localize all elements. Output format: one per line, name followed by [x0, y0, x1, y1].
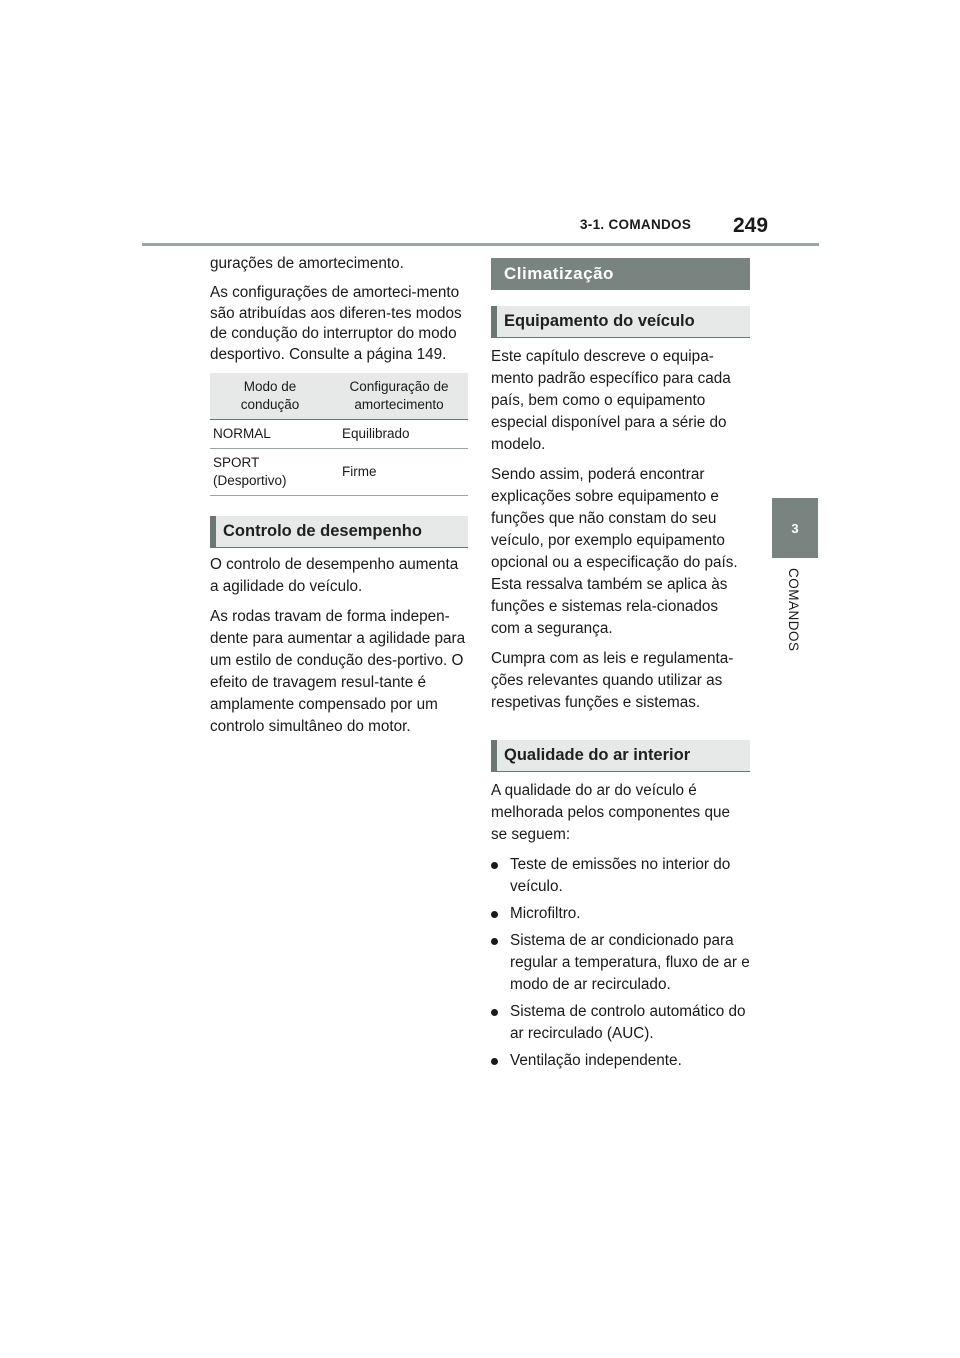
chapter-heading: Climatização — [491, 258, 750, 290]
damping-table — [210, 373, 468, 496]
table-header-cell: Configuração de amortecimento — [330, 373, 468, 420]
paragraph: Cumpra com as leis e regulamenta-ções relevantes quando utilizar as respetivas funções e sistemas. — [491, 650, 734, 711]
section-heading: Controlo de desempenho — [210, 516, 468, 548]
header-divider — [142, 243, 819, 246]
paragraph: As configurações de amorteci-mento são atribuídas aos diferen-tes modos de condução do interruptor do modo desportivo. Consulte a página 149. — [210, 284, 462, 363]
paragraph: As rodas travam de forma indepen-dente para aumentar a agilidade para um estilo de condução des-portivo. O efeito de travagem resul-tante é amplamente compensado por um controlo simultâneo do motor. — [210, 608, 466, 735]
right-column — [491, 258, 750, 1077]
table-header-cell: Modo de condução — [210, 373, 330, 420]
table-row — [210, 420, 468, 449]
bullet-icon — [491, 1009, 498, 1016]
page-number: 249 — [733, 214, 769, 237]
list-item — [491, 854, 750, 898]
bullet-icon — [491, 911, 498, 918]
section-heading: Equipamento do veículo — [491, 306, 750, 338]
bullet-icon — [491, 1058, 498, 1065]
paragraph: O controlo de desempenho aumenta a agilidade do veículo. — [210, 556, 459, 595]
list-item — [491, 1001, 750, 1045]
table-cell: Equilibrado — [330, 420, 468, 449]
list-item-text: Teste de emissões no interior do veículo. — [510, 856, 731, 895]
bullet-icon — [491, 862, 498, 869]
paragraph: Sendo assim, poderá encontrar explicações sobre equipamento e funções que não constam do seu veículo, por exemplo equipamento opcional ou a especificação do país. Esta ressalva também se aplica às funções e sistemas rela-cionados com a segurança. — [491, 466, 738, 637]
list-item-text: Sistema de ar condicionado para regular a temperatura, fluxo de ar e modo de ar recirculado. — [510, 932, 750, 993]
list-item-text: Microfiltro. — [510, 905, 581, 922]
list-item — [491, 1050, 750, 1072]
chapter-tab: 3 — [772, 498, 818, 558]
bullet-icon — [491, 938, 498, 945]
table-cell: Firme — [330, 449, 468, 496]
bullet-list — [491, 854, 750, 1072]
table-cell: NORMAL — [210, 420, 330, 449]
section-title: 3-1. COMANDOS — [580, 217, 692, 232]
list-item — [491, 903, 750, 925]
list-item-text: Sistema de controlo automático do ar recirculado (AUC). — [510, 1003, 746, 1042]
chapter-tab-label: COMANDOS — [786, 568, 801, 652]
paragraph: A qualidade do ar do veículo é melhorada pelos componentes que se seguem: — [491, 782, 730, 843]
section-heading: Qualidade do ar interior — [491, 740, 750, 772]
paragraph: Este capítulo descreve o equipa-mento padrão específico para cada país, bem como o equipamento especial disponível para a série do modelo. — [491, 348, 731, 453]
left-column — [210, 253, 468, 746]
paragraph: gurações de amortecimento. — [210, 255, 404, 272]
table-row — [210, 449, 468, 496]
table-header-row — [210, 373, 468, 420]
list-item-text: Ventilação independente. — [510, 1052, 682, 1069]
table-cell: SPORT (Desportivo) — [210, 449, 330, 496]
list-item — [491, 930, 750, 996]
